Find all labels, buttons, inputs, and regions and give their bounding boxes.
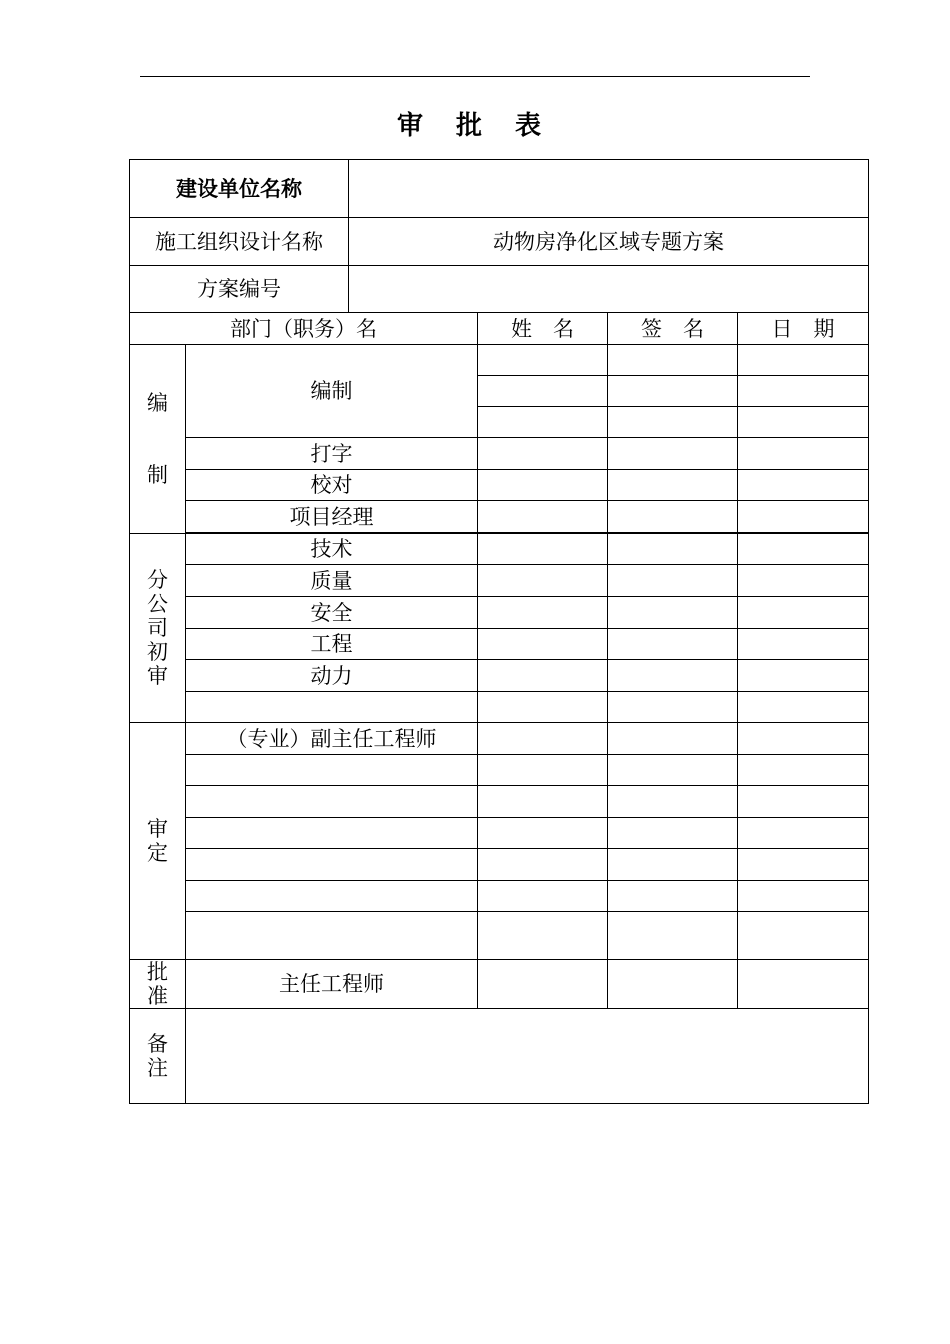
name-cell[interactable]	[478, 960, 608, 1009]
role-cell: 动力	[186, 660, 478, 692]
date-cell[interactable]	[738, 501, 869, 533]
number-label: 方案编号	[130, 266, 349, 313]
role-cell	[186, 692, 478, 723]
name-cell[interactable]	[478, 818, 608, 849]
name-cell[interactable]	[478, 345, 608, 376]
name-cell[interactable]	[478, 849, 608, 881]
name-cell[interactable]	[478, 786, 608, 818]
design-value[interactable]: 动物房净化区域专题方案	[349, 218, 869, 266]
name-cell[interactable]	[478, 723, 608, 755]
date-cell[interactable]	[738, 407, 869, 438]
sign-cell[interactable]	[608, 470, 738, 501]
date-cell[interactable]	[738, 818, 869, 849]
top-rule	[140, 76, 810, 77]
date-cell[interactable]	[738, 786, 869, 818]
role-cell	[186, 818, 478, 849]
approval-table	[129, 159, 869, 1104]
sign-cell[interactable]	[608, 849, 738, 881]
role-cell	[186, 912, 478, 960]
role-cell	[186, 786, 478, 818]
name-cell[interactable]	[478, 438, 608, 470]
date-cell[interactable]	[738, 345, 869, 376]
role-cell: 主任工程师	[186, 960, 478, 1009]
design-label: 施工组织设计名称	[130, 218, 349, 266]
role-cell: 校对	[186, 470, 478, 501]
role-cell: 质量	[186, 565, 478, 597]
sign-cell[interactable]	[608, 501, 738, 533]
name-cell[interactable]	[478, 501, 608, 533]
name-cell[interactable]	[478, 534, 608, 565]
role-cell: 项目经理	[186, 501, 478, 533]
date-cell[interactable]	[738, 629, 869, 660]
name-cell[interactable]	[478, 565, 608, 597]
date-cell[interactable]	[738, 438, 869, 470]
sign-cell[interactable]	[608, 912, 738, 960]
role-cell: 打字	[186, 438, 478, 470]
name-cell[interactable]	[478, 912, 608, 960]
date-cell[interactable]	[738, 960, 869, 1009]
sign-cell[interactable]	[608, 629, 738, 660]
name-cell[interactable]	[478, 755, 608, 786]
col-sign-header: 签 名	[608, 313, 738, 345]
remark-value[interactable]	[186, 1009, 869, 1104]
role-cell	[186, 849, 478, 881]
date-cell[interactable]	[738, 849, 869, 881]
unit-value[interactable]	[349, 160, 869, 218]
number-value[interactable]	[349, 266, 869, 313]
page-title: 审 批 表	[396, 111, 554, 141]
role-cell: （专业）副主任工程师	[186, 723, 478, 755]
name-cell[interactable]	[478, 407, 608, 438]
sign-cell[interactable]	[608, 597, 738, 629]
name-cell[interactable]	[478, 692, 608, 723]
sign-cell[interactable]	[608, 660, 738, 692]
sign-cell[interactable]	[608, 407, 738, 438]
name-cell[interactable]	[478, 881, 608, 912]
sign-cell[interactable]	[608, 755, 738, 786]
date-cell[interactable]	[738, 723, 869, 755]
date-cell[interactable]	[738, 692, 869, 723]
name-cell[interactable]	[478, 597, 608, 629]
sign-cell[interactable]	[608, 376, 738, 407]
sign-cell[interactable]	[608, 565, 738, 597]
section-remark-label: 备注	[130, 1009, 186, 1104]
sign-cell[interactable]	[608, 692, 738, 723]
sign-cell[interactable]	[608, 723, 738, 755]
name-cell[interactable]	[478, 470, 608, 501]
role-cell	[186, 755, 478, 786]
date-cell[interactable]	[738, 597, 869, 629]
sign-cell[interactable]	[608, 818, 738, 849]
col-dept-header: 部门（职务）名	[130, 313, 478, 345]
date-cell[interactable]	[738, 660, 869, 692]
date-cell[interactable]	[738, 376, 869, 407]
role-cell	[186, 881, 478, 912]
role-cell: 工程	[186, 629, 478, 660]
role-cell: 安全	[186, 597, 478, 629]
date-cell[interactable]	[738, 755, 869, 786]
date-cell[interactable]	[738, 912, 869, 960]
section-review-label: 审定	[130, 723, 186, 960]
sign-cell[interactable]	[608, 960, 738, 1009]
sign-cell[interactable]	[608, 438, 738, 470]
section-compile-label: 编 制	[130, 345, 186, 534]
role-cell: 技术	[186, 534, 478, 565]
date-cell[interactable]	[738, 881, 869, 912]
name-cell[interactable]	[478, 660, 608, 692]
role-cell: 编制	[186, 345, 478, 438]
sign-cell[interactable]	[608, 345, 738, 376]
section-branch-label: 分公司初审	[130, 534, 186, 723]
col-name-header: 姓 名	[478, 313, 608, 345]
section-approve-label: 批准	[130, 960, 186, 1009]
date-cell[interactable]	[738, 565, 869, 597]
date-cell[interactable]	[738, 470, 869, 501]
sign-cell[interactable]	[608, 534, 738, 565]
date-cell[interactable]	[738, 534, 869, 565]
col-date-header: 日 期	[738, 313, 869, 345]
sign-cell[interactable]	[608, 881, 738, 912]
name-cell[interactable]	[478, 629, 608, 660]
unit-label: 建设单位名称	[130, 160, 349, 218]
sign-cell[interactable]	[608, 786, 738, 818]
name-cell[interactable]	[478, 376, 608, 407]
